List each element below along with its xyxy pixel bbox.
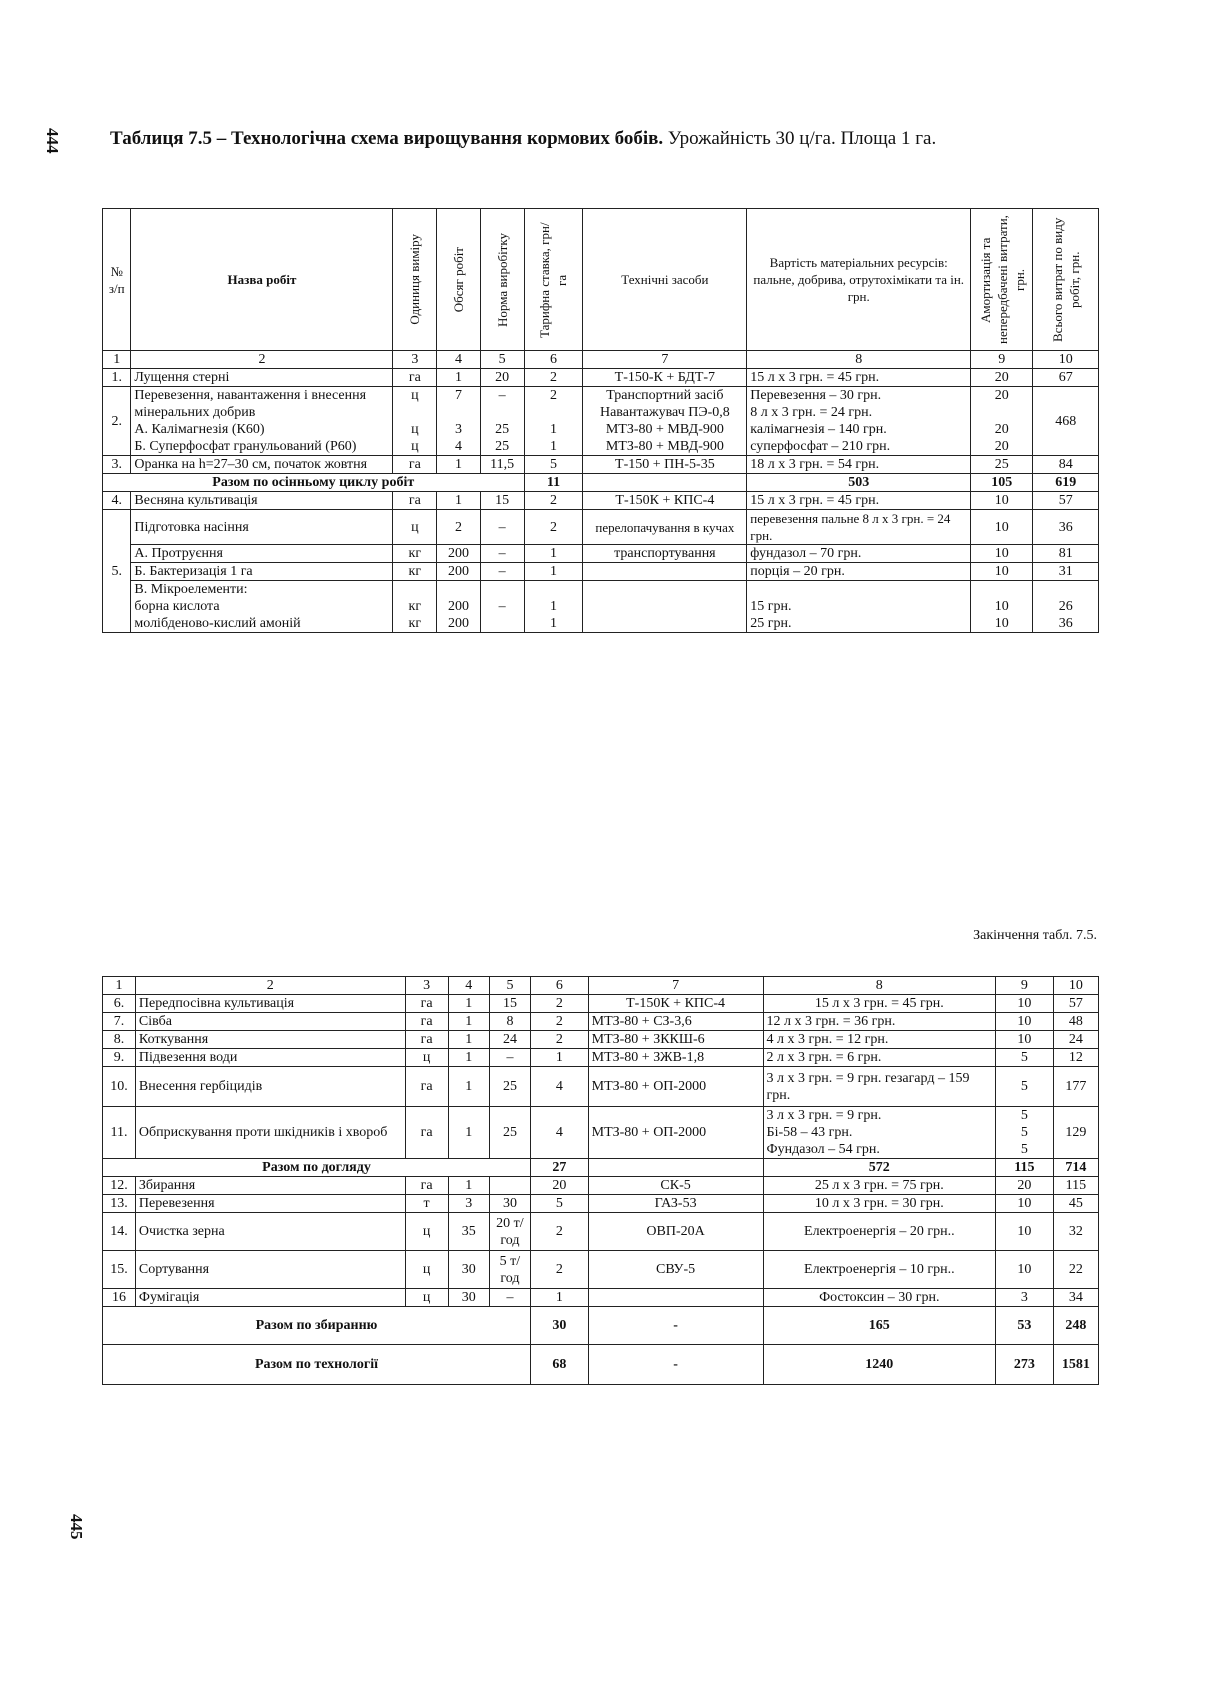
materials: 10 л х 3 грн. = 30 грн. — [763, 1195, 996, 1213]
tech — [583, 563, 747, 581]
tariff: 1 — [524, 563, 583, 581]
unit: га — [393, 492, 437, 510]
tariff: 4 — [531, 1107, 589, 1159]
work-name: Внесення гербіцидів — [135, 1067, 405, 1107]
subtotal-total: 619 — [1033, 474, 1099, 492]
norm: 8 — [489, 1013, 530, 1031]
materials: 12 л х 3 грн. = 36 грн. — [763, 1013, 996, 1031]
total: 57 — [1053, 995, 1098, 1013]
amort: 5 — [996, 1067, 1054, 1107]
header-total: Всього витрат по виду робіт, грн. — [1033, 209, 1099, 351]
row-num: 3. — [103, 456, 131, 474]
colnum: 6 — [524, 351, 583, 369]
tariff: 2 — [531, 1031, 589, 1049]
colnum: 9 — [971, 351, 1033, 369]
tech: МТЗ-80 + ЗЖВ-1,8 — [588, 1049, 763, 1067]
table-row — [103, 510, 1099, 545]
amort: 5 5 5 — [996, 1107, 1054, 1159]
work-name: Збирання — [135, 1177, 405, 1195]
column-number-row — [103, 351, 1099, 369]
table-row — [103, 369, 1099, 387]
table-row — [103, 1031, 1099, 1049]
colnum: 1 — [103, 351, 131, 369]
total-total: 1581 — [1053, 1345, 1098, 1385]
row-num: 5. — [103, 510, 131, 633]
tech: Т-150К + КПС-4 — [583, 492, 747, 510]
amort: 5 — [996, 1049, 1054, 1067]
subtotal-materials: 572 — [763, 1159, 996, 1177]
subtotal-total: 714 — [1053, 1159, 1098, 1177]
materials: 15 л х 3 грн. = 45 грн. — [747, 492, 971, 510]
colnum: 10 — [1053, 977, 1098, 995]
header-row — [103, 209, 1099, 351]
colnum: 10 — [1033, 351, 1099, 369]
tech — [588, 1289, 763, 1307]
header-amort: Амортизація та непередбачені витрати, грн. — [971, 209, 1033, 351]
total: 12 — [1053, 1049, 1098, 1067]
tariff: 2 1 1 — [524, 387, 583, 456]
volume: 2 — [437, 510, 481, 545]
subtotal-materials: 503 — [747, 474, 971, 492]
table-row — [103, 995, 1099, 1013]
work-name: Сівба — [135, 1013, 405, 1031]
row-num: 1. — [103, 369, 131, 387]
total: 468 — [1033, 387, 1099, 456]
tech: транспортування — [583, 545, 747, 563]
tariff: 4 — [531, 1067, 589, 1107]
volume: 35 — [448, 1213, 489, 1251]
tariff: 5 — [531, 1195, 589, 1213]
row-num: 15. — [103, 1251, 136, 1289]
total-materials: 1240 — [763, 1345, 996, 1385]
work-name: Передпосівна культивація — [135, 995, 405, 1013]
norm: – — [480, 563, 524, 581]
subtotal-row — [103, 474, 1099, 492]
work-name: А. Протруєння — [131, 545, 393, 563]
amort: 10 — [971, 492, 1033, 510]
total: 115 — [1053, 1177, 1098, 1195]
tariff: 2 — [531, 1251, 589, 1289]
total-amort: 273 — [996, 1345, 1054, 1385]
tech: Т-150-К + БДТ-7 — [583, 369, 747, 387]
total: 48 — [1053, 1013, 1098, 1031]
subtotal-total: 248 — [1053, 1307, 1098, 1345]
work-name: Очистка зерна — [135, 1213, 405, 1251]
volume: 1 — [448, 1049, 489, 1067]
colnum: 2 — [135, 977, 405, 995]
norm: 11,5 — [480, 456, 524, 474]
total: 45 — [1053, 1195, 1098, 1213]
work-name: В. Мікроелементи: борна кислота молібденово-кислий амоній — [131, 581, 393, 633]
work-name: Сортування — [135, 1251, 405, 1289]
header-volume: Обсяг робіт — [437, 209, 481, 351]
norm: 20 — [480, 369, 524, 387]
amort: 10 10 — [971, 581, 1033, 633]
row-num: 4. — [103, 492, 131, 510]
colnum: 3 — [405, 977, 448, 995]
unit: ц — [405, 1289, 448, 1307]
tariff: 1 — [531, 1289, 589, 1307]
norm: – — [489, 1289, 530, 1307]
amort: 20 20 20 — [971, 387, 1033, 456]
work-name: Підвезення води — [135, 1049, 405, 1067]
total: 67 — [1033, 369, 1099, 387]
materials: Електроенергія – 20 грн.. — [763, 1213, 996, 1251]
table-row — [103, 1251, 1099, 1289]
norm: 15 — [489, 995, 530, 1013]
row-num: 12. — [103, 1177, 136, 1195]
table-row — [103, 1213, 1099, 1251]
colnum: 6 — [531, 977, 589, 995]
table-row — [103, 1289, 1099, 1307]
tech: МТЗ-80 + ОП-2000 — [588, 1107, 763, 1159]
subtotal-tariff: 11 — [524, 474, 583, 492]
volume: 1 — [448, 1031, 489, 1049]
header-tariff: Тарифна ставка, грн/га — [524, 209, 583, 351]
continuation-label: Закінчення табл. 7.5. — [973, 928, 1097, 943]
materials: перевезення пальне 8 л х 3 грн. = 24 грн. — [747, 510, 971, 545]
amort: 10 — [971, 545, 1033, 563]
unit: га — [405, 1013, 448, 1031]
total: 129 — [1053, 1107, 1098, 1159]
volume: 1 — [448, 1177, 489, 1195]
subtotal-label: Разом по догляду — [103, 1159, 531, 1177]
volume: 30 — [448, 1251, 489, 1289]
work-name: Підготовка насіння — [131, 510, 393, 545]
tech: ОВП-20А — [588, 1213, 763, 1251]
table-row — [103, 1195, 1099, 1213]
unit: кг — [393, 563, 437, 581]
volume: 7 3 4 — [437, 387, 481, 456]
materials: фундазол – 70 грн. — [747, 545, 971, 563]
materials: 3 л х 3 грн. = 9 грн. Бі-58 – 43 грн. Фундазол – 54 грн. — [763, 1107, 996, 1159]
tech: СК-5 — [588, 1177, 763, 1195]
volume: 3 — [448, 1195, 489, 1213]
subtotal-tariff: 27 — [531, 1159, 589, 1177]
work-name: Перевезення — [135, 1195, 405, 1213]
volume: 1 — [448, 1107, 489, 1159]
table-row — [103, 1013, 1099, 1031]
tariff: 20 — [531, 1177, 589, 1195]
unit: га — [405, 1177, 448, 1195]
materials: 18 л х 3 грн. = 54 грн. — [747, 456, 971, 474]
volume: 1 — [437, 369, 481, 387]
subtotal-row — [103, 1307, 1099, 1345]
tariff: 1 1 — [524, 581, 583, 633]
amort: 10 — [996, 995, 1054, 1013]
unit: ц ц ц — [393, 387, 437, 456]
row-num: 2. — [103, 387, 131, 456]
subtotal-row — [103, 1159, 1099, 1177]
tech — [583, 581, 747, 633]
work-name: Фумігація — [135, 1289, 405, 1307]
norm: 15 — [480, 492, 524, 510]
tech: МТЗ-80 + ЗККШ-6 — [588, 1031, 763, 1049]
tariff: 2 — [524, 492, 583, 510]
norm: – — [480, 510, 524, 545]
amort: 10 — [971, 563, 1033, 581]
work-name: Обприскування проти шкідників і хвороб — [135, 1107, 405, 1159]
tech: МТЗ-80 + ОП-2000 — [588, 1067, 763, 1107]
amort: 10 — [996, 1031, 1054, 1049]
amort: 10 — [971, 510, 1033, 545]
table-row — [103, 387, 1099, 456]
colnum: 4 — [448, 977, 489, 995]
materials: 4 л х 3 грн. = 12 грн. — [763, 1031, 996, 1049]
tariff: 5 — [524, 456, 583, 474]
header-name: Назва робіт — [131, 209, 393, 351]
total: 36 — [1033, 510, 1099, 545]
colnum: 4 — [437, 351, 481, 369]
volume: 1 — [437, 492, 481, 510]
row-num: 11. — [103, 1107, 136, 1159]
colnum: 8 — [763, 977, 996, 995]
amort: 10 — [996, 1213, 1054, 1251]
row-num: 14. — [103, 1213, 136, 1251]
colnum: 5 — [489, 977, 530, 995]
subtotal-tech: - — [588, 1307, 763, 1345]
norm: – — [480, 545, 524, 563]
materials: Фостоксин – 30 грн. — [763, 1289, 996, 1307]
column-number-row — [103, 977, 1099, 995]
unit: га — [393, 369, 437, 387]
colnum: 2 — [131, 351, 393, 369]
subtotal-amort: 53 — [996, 1307, 1054, 1345]
work-name: Коткування — [135, 1031, 405, 1049]
norm: 5 т/год — [489, 1251, 530, 1289]
header-norm: Норма виробітку — [480, 209, 524, 351]
total: 31 — [1033, 563, 1099, 581]
row-num: 9. — [103, 1049, 136, 1067]
tariff: 1 — [524, 545, 583, 563]
work-name: Перевезення, навантаження і внесення мінеральних добрив А. Калімагнезія (К60) Б. Суперфосфат гранульований (Р60) — [131, 387, 393, 456]
unit: ц — [405, 1251, 448, 1289]
volume: 200 — [437, 545, 481, 563]
amort: 20 — [971, 369, 1033, 387]
subtotal-tariff: 30 — [531, 1307, 589, 1345]
volume: 1 — [448, 1067, 489, 1107]
unit: ц — [405, 1049, 448, 1067]
unit: га — [405, 1067, 448, 1107]
total: 34 — [1053, 1289, 1098, 1307]
tech: Т-150 + ПН-5-35 — [583, 456, 747, 474]
colnum: 9 — [996, 977, 1054, 995]
tariff: 2 — [531, 1213, 589, 1251]
tech: ГАЗ-53 — [588, 1195, 763, 1213]
materials: 15 грн. 25 грн. — [747, 581, 971, 633]
materials: 15 л х 3 грн. = 45 грн. — [763, 995, 996, 1013]
header-unit: Одиниця виміру — [393, 209, 437, 351]
volume: 200 200 — [437, 581, 481, 633]
colnum: 3 — [393, 351, 437, 369]
total: 24 — [1053, 1031, 1098, 1049]
tech: МТЗ-80 + СЗ-3,6 — [588, 1013, 763, 1031]
page-title — [110, 128, 936, 150]
work-name: Весняна культивація — [131, 492, 393, 510]
total: 26 36 — [1033, 581, 1099, 633]
table-row — [103, 545, 1099, 563]
table-row — [103, 492, 1099, 510]
volume: 200 — [437, 563, 481, 581]
amort: 25 — [971, 456, 1033, 474]
norm — [489, 1177, 530, 1195]
norm: – — [489, 1049, 530, 1067]
tariff: 2 — [531, 1013, 589, 1031]
total-label: Разом по технології — [103, 1345, 531, 1385]
unit: га — [393, 456, 437, 474]
amort: 20 — [996, 1177, 1054, 1195]
table-row — [103, 1177, 1099, 1195]
table-part-1 — [102, 208, 1099, 633]
volume: 30 — [448, 1289, 489, 1307]
unit: кг кг — [393, 581, 437, 633]
total: 22 — [1053, 1251, 1098, 1289]
row-num: 6. — [103, 995, 136, 1013]
materials: Електроенергія – 10 грн.. — [763, 1251, 996, 1289]
volume: 1 — [448, 995, 489, 1013]
table-row — [103, 1107, 1099, 1159]
materials: Перевезення – 30 грн. 8 л х 3 грн. = 24 грн. калімагнезія – 140 грн. суперфосфат – 210 грн. — [747, 387, 971, 456]
unit: т — [405, 1195, 448, 1213]
unit: кг — [393, 545, 437, 563]
subtotal-label: Разом по збиранню — [103, 1307, 531, 1345]
tech: Т-150К + КПС-4 — [588, 995, 763, 1013]
header-tech: Технічні засоби — [583, 209, 747, 351]
volume: 1 — [448, 1013, 489, 1031]
unit: га — [405, 1107, 448, 1159]
table-row — [103, 581, 1099, 633]
header-num: № з/п — [103, 209, 131, 351]
title-bold: Таблиця 7.5 – Технологічна схема вирощування кормових бобів. — [110, 128, 664, 149]
row-num: 13. — [103, 1195, 136, 1213]
amort: 10 — [996, 1195, 1054, 1213]
tariff: 2 — [531, 995, 589, 1013]
page-number-bottom: 445 — [67, 1514, 86, 1540]
subtotal-materials: 165 — [763, 1307, 996, 1345]
materials: 25 л х 3 грн. = 75 грн. — [763, 1177, 996, 1195]
volume: 1 — [437, 456, 481, 474]
norm: 20 т/год — [489, 1213, 530, 1251]
norm: – 25 25 — [480, 387, 524, 456]
amort: 10 — [996, 1251, 1054, 1289]
subtotal-label: Разом по осінньому циклу робіт — [103, 474, 525, 492]
colnum: 7 — [583, 351, 747, 369]
tariff: 1 — [531, 1049, 589, 1067]
table-row — [103, 1049, 1099, 1067]
tech: Транспортний засіб Навантажувач ПЭ-0,8 МТЗ-80 + МВД-900 МТЗ-80 + МВД-900 — [583, 387, 747, 456]
norm: 24 — [489, 1031, 530, 1049]
total: 81 — [1033, 545, 1099, 563]
subtotal-amort: 105 — [971, 474, 1033, 492]
total: 32 — [1053, 1213, 1098, 1251]
norm: 25 — [489, 1107, 530, 1159]
unit: ц — [393, 510, 437, 545]
colnum: 8 — [747, 351, 971, 369]
colnum: 7 — [588, 977, 763, 995]
table-row — [103, 456, 1099, 474]
colnum: 1 — [103, 977, 136, 995]
norm: 25 — [489, 1067, 530, 1107]
unit: ц — [405, 1213, 448, 1251]
amort: 10 — [996, 1013, 1054, 1031]
tariff: 2 — [524, 510, 583, 545]
tech: перелопачування в кучах — [583, 510, 747, 545]
unit: га — [405, 995, 448, 1013]
row-num: 7. — [103, 1013, 136, 1031]
work-name: Оранка на h=27–30 см, початок жовтня — [131, 456, 393, 474]
materials: 2 л х 3 грн. = 6 грн. — [763, 1049, 996, 1067]
tariff: 2 — [524, 369, 583, 387]
row-num: 8. — [103, 1031, 136, 1049]
table-row — [103, 1067, 1099, 1107]
materials: 3 л х 3 грн. = 9 грн. гезагард – 159 грн. — [763, 1067, 996, 1107]
table-row — [103, 563, 1099, 581]
title-normal: Урожайність 30 ц/га. Площа 1 га. — [667, 128, 937, 149]
colnum: 5 — [480, 351, 524, 369]
materials: порція – 20 грн. — [747, 563, 971, 581]
materials: 15 л х 3 грн. = 45 грн. — [747, 369, 971, 387]
norm: – — [480, 581, 524, 633]
amort: 3 — [996, 1289, 1054, 1307]
header-materials: Вартість матеріальних ресурсів: пальне, добрива, отрутохімікати та ін. грн. — [747, 209, 971, 351]
table-part-2 — [102, 976, 1099, 1385]
work-name: Б. Бактеризація 1 га — [131, 563, 393, 581]
row-num: 16 — [103, 1289, 136, 1307]
total-tariff: 68 — [531, 1345, 589, 1385]
total: 57 — [1033, 492, 1099, 510]
total: 84 — [1033, 456, 1099, 474]
total: 177 — [1053, 1067, 1098, 1107]
page-number-top: 444 — [43, 128, 62, 154]
row-num: 10. — [103, 1067, 136, 1107]
total-row — [103, 1345, 1099, 1385]
total-tech: - — [588, 1345, 763, 1385]
norm: 30 — [489, 1195, 530, 1213]
unit: га — [405, 1031, 448, 1049]
work-name: Лущення стерні — [131, 369, 393, 387]
subtotal-amort: 115 — [996, 1159, 1054, 1177]
tech: СВУ-5 — [588, 1251, 763, 1289]
